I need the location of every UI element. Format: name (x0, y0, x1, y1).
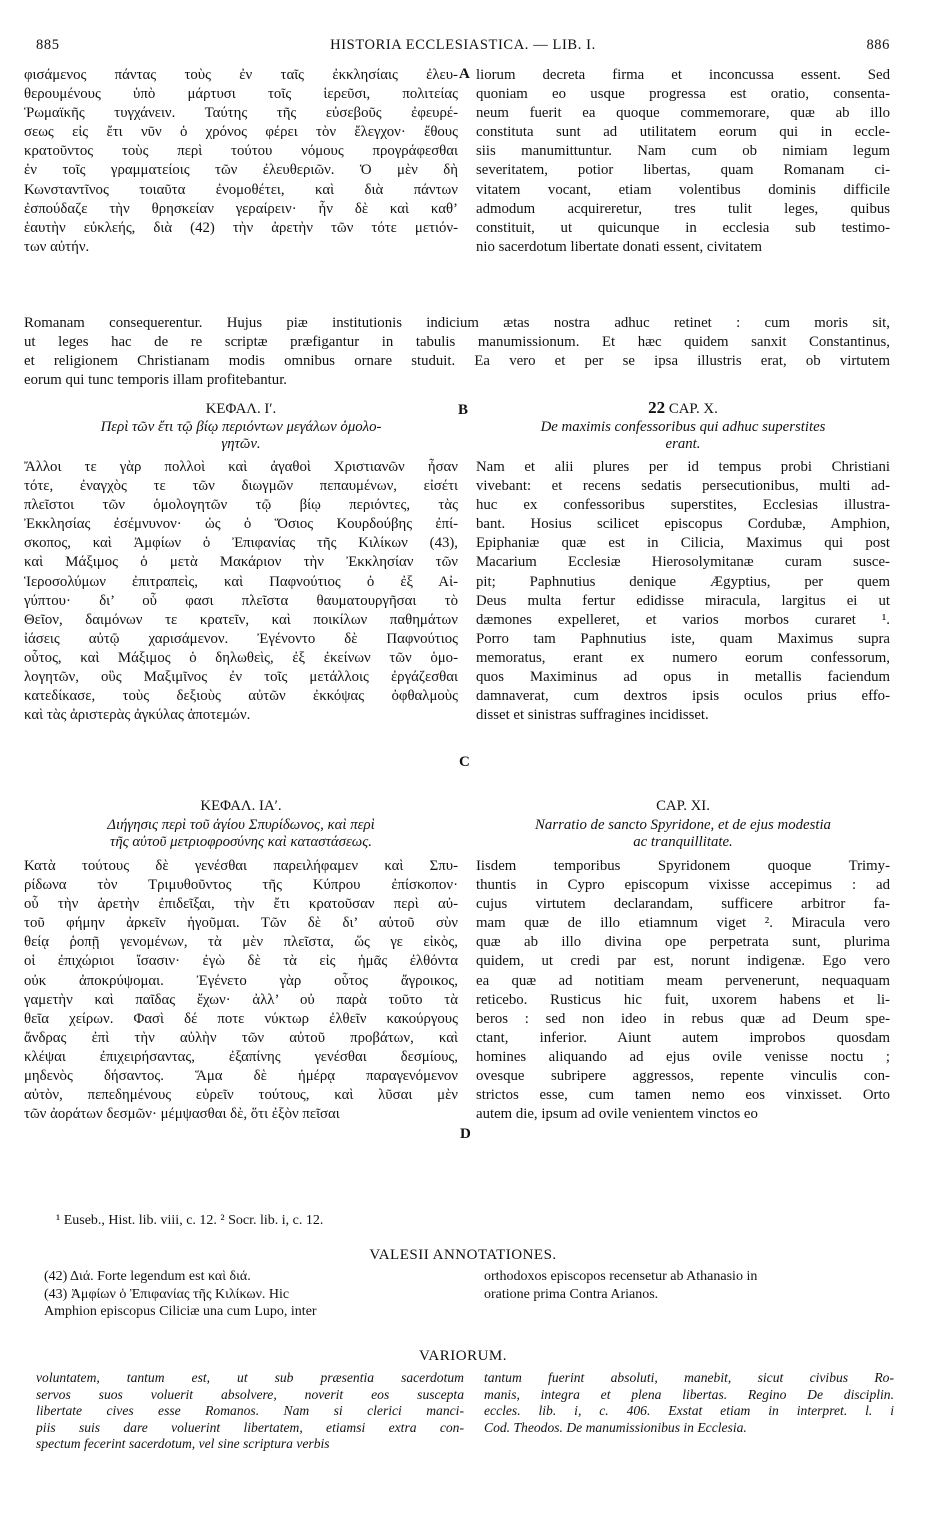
latin-chapter-10-text (476, 458, 890, 725)
latin-line: quoniam eo usque progressa est oratio, consenta- (476, 86, 890, 103)
greek-line: θερουμένους ὑπὸ μάρτυσι τοῖς ἱερεῦσι, πολιτείας (24, 86, 458, 103)
valesii-annotations-right (484, 1268, 894, 1303)
latin-line: Romanam consequerentur. Hujus piæ institutionis indicium ætas nostra adhuc retinet : cum moris sit, (24, 315, 890, 331)
greek-line: οὗ τὴν ἀρετὴν ἐπιδεῖξαι, τὴν ἔτι κρατοῦσαν περὶ αὐ- (24, 896, 458, 913)
title-line: γητῶν. (221, 436, 261, 452)
latin-line: homines aliquando ad ejus ovile venisse noctu ; (476, 1048, 890, 1065)
title-line: Narratio de sancto Spyridone, et de ejus modestia (535, 817, 831, 833)
greek-chapter-10-title (24, 419, 458, 453)
greek-line: θείᾳ ῥοπῇ γενομένων, τὰ μὲν πλεῖστα, ὥς γε εἰκὸς, (24, 934, 458, 951)
variorum-notes-right (484, 1370, 894, 1436)
latin-line: siis manumittuntur. Nam cum ob nimiam legum (476, 143, 890, 160)
greek-line: αὐτὸν, πεπεδημένους εὑρεῖν τούτους, καὶ λῦσαι μὲν (24, 1087, 458, 1104)
greek-chapter-11-text (24, 857, 458, 1124)
greek-line: σεως εἰς ἔτι νῦν ὁ χρόνος φέρει τὸν ἔλεγχον· ἔθους (24, 124, 458, 141)
greek-line: φισάμενος πάντας τοὺς ἐν ταῖς ἐκκλησίαις ἐλευ- (24, 67, 458, 83)
valesii-annotations-left (44, 1268, 464, 1321)
title-line: erant. (665, 436, 701, 452)
latin-line: mam quæ de illo etiamnum viget ². Miracula vero (476, 915, 890, 932)
greek-line: γύπτου· δι’ οὗ φασι πλεῖστα θαυματουργῆσαι τὸ (24, 592, 458, 609)
greek-line: πλεῖστοι τῶν ὁμολογητῶν τῷ βίῳ περιόντες, τὰς (24, 497, 458, 514)
variorum-line: libertate cives esse Romanos. Nam si clerici manci- (36, 1403, 464, 1419)
greek-line: καὶ τὰς ἀριστερὰς ἀγκύλας ἀποτεμών. (24, 707, 251, 724)
latin-line: damnaverat, cum dextros ipsis oculos prius effo- (476, 688, 890, 705)
title-line: ac tranquillitate. (633, 834, 733, 850)
greek-line: τοῦ φήμην ἀρκεῖν ἡγοῦμαι. Τῶν δὲ δι’ αὐτοῦ σὺν (24, 915, 458, 932)
variorum-notes-left (36, 1370, 464, 1453)
latin-line: constituta sunt ad utilitatem eorum qui in eccle- (476, 124, 890, 141)
latin-chapter-11-title (476, 817, 890, 851)
greek-line: Θεῖον, δαιμόνων τε κρατεῖν, καὶ ποικίλων παθημάτων (24, 611, 458, 628)
running-title: HISTORIA ECCLESIASTICA. — LIB. I. (330, 37, 596, 53)
latin-line: thuntis in Cypro episcopum vixisse accepimus : ad (476, 877, 890, 894)
greek-line: Ἄλλοι τε γὰρ πολλοὶ καὶ ἀγαθοὶ Χριστιανῶν ἦσαν (24, 459, 458, 475)
greek-line: Ἱεροσολύμων ἐπιτραπεὶς, καὶ Παφνούτιος ὁ ἐξ Αἰ- (24, 573, 458, 590)
latin-line: constituit, ut quicunque in ecclesia sub testimo- (476, 219, 890, 236)
greek-line: μηδενὸς δήσαντος. Ἅμα δὲ ἡμέρᾳ παραγενόμενον (24, 1068, 458, 1085)
latin-line: nio sacerdotum libertate donati essent, civitatem (476, 238, 762, 255)
running-header (36, 37, 890, 57)
greek-line: Κωνσταντῖνος τοιαῦτα ἐνομοθέτει, καὶ διὰ πάντων (24, 181, 458, 198)
greek-line: ἑαυτὴν εὐκλεής, διὰ (42) τὴν ἀρετὴν τῶν τότε μετιόν- (24, 219, 458, 236)
greek-line: ἐν τοῖς γραμματείοις τῶν ἐλευθεριῶν. Ὁ μὲν δὴ (24, 162, 458, 179)
greek-line: οὐκ ἀποκρύψομαι. Ἐγένετο γὰρ οὗτος ἄγροικος, (24, 972, 458, 989)
latin-line: vitatem vocant, etiam volentibus dominis difficile (476, 181, 890, 198)
latin-line: neum fuerit ea quoque commemorare, quæ ab illo (476, 105, 890, 122)
latin-line: Macarium Ecclesiæ Hierosolymitanæ curam susce- (476, 554, 890, 571)
greek-chapter-11-heading: ΚΕΦΑΛ. ΙΑ′. (200, 798, 282, 814)
latin-chapter-11-heading: CAP. XI. (656, 798, 710, 814)
latin-line: strictos esse, cum tamen nemo eos vinxisset. Orto (476, 1087, 890, 1104)
variorum-line: tantum fuerint absoluti, manebit, sicut civibus Ro- (484, 1370, 894, 1385)
greek-line: ἄνδρας ἐπὶ τὴν αὐλὴν τῶν αὐτοῦ προβάτων, καὶ (24, 1029, 458, 1046)
greek-column-top (24, 66, 458, 257)
greek-line: γαμετὴν καὶ παῖδας ἔχων· ἀλλ’ οὐ παρὰ τοῦτο τὰ (24, 991, 458, 1008)
latin-line: Porro tam Paphnutius iste, quam Maximus supra (476, 630, 890, 647)
annotation-line: Amphion episcopus Ciliciæ una cum Lupo, inter (44, 1304, 317, 1319)
margin-marker-c: C (459, 754, 470, 770)
annotation-line: (42) Διά. Forte legendum est καὶ διά. (44, 1269, 251, 1284)
latin-line: cujus virtutem declarandam, sufficere arbitror fa- (476, 896, 890, 913)
greek-line: Κατὰ τούτους δὲ γενέσθαι παρειλήφαμεν καὶ Σπυ- (24, 858, 458, 874)
greek-line: θεῖα χείρων. Φασὶ δέ ποτε νύκτωρ ἐλθεῖν κακούργους (24, 1010, 458, 1027)
latin-chapter-11-text (476, 857, 890, 1124)
page-number-right: 886 (866, 37, 890, 53)
margin-marker-b: B (458, 402, 469, 418)
latin-chapter-10-label: CAP. X. (668, 401, 718, 417)
greek-line: Ῥωμαϊκῆς τυγχάνειν. Ταύτης τῆς εὐσεβοῦς ἐφευρέ- (24, 105, 458, 122)
latin-line: pit; Paphnutius denique Ægyptius, per quem (476, 573, 890, 590)
latin-line: beros : sed non ideo in rebus quæ ad Deum spe- (476, 1010, 890, 1027)
annotation-line: oratione prima Contra Arianos. (484, 1286, 659, 1302)
variorum-line: piis suis dare voluerint libertatem, etiamsi extra con- (36, 1419, 464, 1435)
latin-line: quos Maximinus ad opus in metallis faciendum (476, 669, 890, 686)
title-line: τῆς αὐτοῦ μετριοφροσύνης καὶ καταστάσεως. (110, 834, 372, 850)
annotation-line: orthodoxos episcopos recensetur ab Athanasio in (484, 1269, 758, 1284)
latin-line: liorum decreta firma et inconcussa essent. Sed (476, 67, 890, 83)
latin-line: eorum qui tunc temporis illam profitebantur. (24, 372, 287, 389)
greek-line: οἱ ἐπιχώριοι ἴσασιν· ἐγὼ δὲ τὰ εἰς ἡμᾶς ἐλθόντα (24, 953, 458, 970)
greek-chapter-11-title (24, 817, 458, 851)
latin-line: Nam et alii plures per id tempus probi Christiani (476, 459, 890, 475)
latin-line: quæ ab illo divina ope perpetrata sunt, plurima (476, 934, 890, 951)
latin-line: ovesque subripere aggressos, repente vinculis con- (476, 1068, 890, 1085)
title-line: Διήγησις περὶ τοῦ ἁγίου Σπυρίδωνος, καὶ περὶ (107, 817, 375, 833)
page-number-left: 885 (36, 37, 60, 53)
greek-line: κρατοῦντος τοὺς περὶ τούτου νόμους προγράφεσθαι (24, 143, 458, 160)
annotation-line: (43) Ἀμφίων ὁ Ἐπιφανίας τῆς Κιλίκων. Hic (44, 1286, 290, 1302)
greek-line: καὶ Μάξιμος ὁ μετὰ Μακάριον τὴν Ἐκκλησίαν τῶν (24, 554, 458, 571)
margin-marker-a: A (459, 66, 470, 82)
latin-line: ctant, inferior. Aiunt autem improbos quosdam (476, 1029, 890, 1046)
greek-line: τῶν ἀοράτων δεσμῶν· μέμψασθαι δὲ, ὅτι ἐξὸν πεῖσαι (24, 1106, 340, 1123)
variorum-line: manis, integra et plena libertas. Regino De disciplin. (484, 1386, 894, 1402)
greek-line: Ἐκκλησίας ἐσέμνυνον· ὡς ὁ Ὅσιος Κουρδούβης ἐπί- (24, 516, 458, 533)
greek-line: σκοπος, καὶ Ἀμφίων ὁ Ἐπιφανίας τῆς Κιλίκων (43), (24, 535, 458, 552)
variorum-line: voluntatem, tantum est, ut sub præsentia sacerdotum (36, 1370, 464, 1385)
latin-line: admodum acquireretur, tres tulit leges, quibus (476, 200, 890, 217)
latin-full-width-paragraph (24, 314, 890, 390)
latin-line: reticebo. Rusticus hic fuit, uxorem habens et li- (476, 991, 890, 1008)
latin-line: severitatem, potior libertas, quam Romanam ci- (476, 162, 890, 179)
greek-line: ἰάσεις αὐτῷ χαρισάμενον. Ἐγένοντο δὲ Παφνούτιος (24, 630, 458, 647)
latin-line: quidem, ut credi par est, norunt indigenæ. Ego vero (476, 953, 890, 970)
latin-line: dæmones expelleret, et varios morbos curaret ¹. (476, 611, 890, 628)
variorum-line: spectum fecerint sacerdotum, vel sine scriptura verbis (36, 1436, 330, 1452)
variorum-line: servos suos voluerit absolvere, noverit eos suscepta (36, 1386, 464, 1402)
latin-line: Epiphaniæ quæ est in Cilicia, Maximus qui post (476, 535, 890, 552)
latin-line: et religionem Christianam modis omnibus ornare studuit. Ea vero et per se ipsa illustris erat, ob virtutem (24, 353, 890, 370)
greek-line: ρίδωνα τὸν Τριμυθοῦντος τῆς Κύπρου ἐπίσκοπον· (24, 877, 458, 894)
latin-line: bant. Hosius scilicet episcopus Cordubæ, Amphion, (476, 516, 890, 533)
variorum-line: eccles. lib. i, c. 406. Exstat etiam in interpret. l. i (484, 1403, 894, 1419)
greek-line: κατεδίκασε, τοὺς δεξιοὺς αὐτῶν ἐκκόψας ὀφθαλμοὺς (24, 688, 458, 705)
latin-line: vivebant: et recens sedatis persecutionibus, multi ad- (476, 478, 890, 495)
latin-chapter-number: 22 (648, 398, 666, 417)
greek-line: των αὐτήν. (24, 238, 90, 255)
footnotes: ¹ Euseb., Hist. lib. viii, c. 12. ² Socr. lib. i, c. 12. (56, 1213, 324, 1228)
latin-line: disset et sinistras suffragines incidisset. (476, 707, 709, 724)
title-line: De maximis confessoribus qui adhuc superstites (540, 419, 826, 435)
variorum-heading: VARIORUM. (419, 1348, 507, 1364)
variorum-line: Cod. Theodos. De manumissionibus in Ecclesia. (484, 1419, 747, 1435)
greek-line: ἐσπούδαζε τὴν θρησκείαν γεραίρειν· ἦν δὲ καὶ καθ’ (24, 200, 458, 217)
latin-line: autem die, ipsum ad ovile venientem vinctos eo (476, 1106, 758, 1123)
latin-chapter-10-heading (476, 398, 890, 419)
latin-line: huc ex confessoribus superstites, Ecclesias illustra- (476, 497, 890, 514)
latin-line: memoratus, erant ex numero eorum confessorum, (476, 649, 890, 666)
valesii-annotations-heading: VALESII ANNOTATIONES. (369, 1247, 557, 1263)
latin-line: ea quæ ad notitiam meam pervenerunt, nequaquam (476, 972, 890, 989)
greek-line: λογητῶν, οὓς Μαξιμῖνος ἐν τοῖς μετάλλοις ἐργάζεσθαι (24, 669, 458, 686)
latin-column-top (476, 66, 890, 257)
greek-chapter-10-text (24, 458, 458, 725)
margin-marker-d: D (460, 1126, 471, 1142)
latin-chapter-10-title (476, 419, 890, 453)
greek-line: τότε, ἐναγχὸς τε τῶν διωγμῶν πεπαυμένων, εἰσέτι (24, 478, 458, 495)
greek-chapter-10-heading: ΚΕΦΑΛ. Ι′. (205, 401, 277, 417)
title-line: Περὶ τῶν ἔτι τῷ βίῳ περιόντων μεγάλων ὁμολο- (100, 419, 382, 435)
greek-line: οὗτος, καὶ Μάξιμος ὁ δηλωθεὶς, ἐξ ἐκείνων τῶν ὁμο- (24, 649, 458, 666)
greek-line: κλέψαι ἐπιχειρήσαντας, ἐξαπίνης γενέσθαι δεσμίους, (24, 1048, 458, 1065)
latin-line: Deus multa fertur edidisse miracula, largitus ei ut (476, 592, 890, 609)
latin-line: ut leges hac de re scriptæ præfigantur in tabulis manumissionum. Et hæc quidem sanxit Constantinus, (24, 334, 890, 351)
latin-line: Iisdem temporibus Spyridonem quoque Trimy- (476, 858, 890, 874)
